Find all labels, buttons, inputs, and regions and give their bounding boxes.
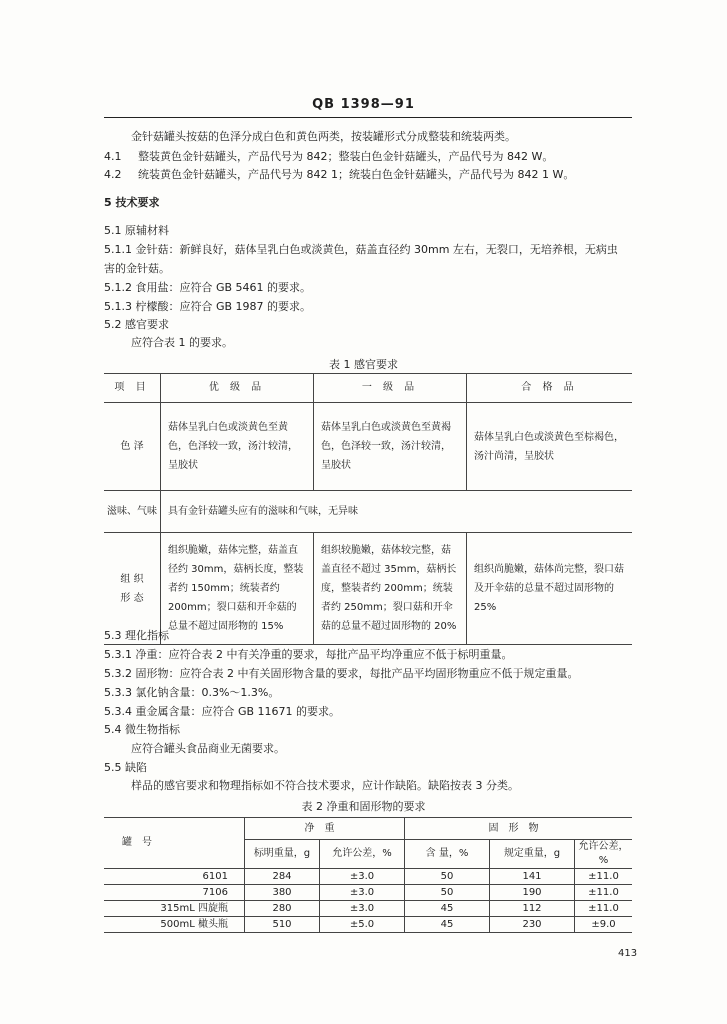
clause-5-3-4: 5.3.4 重金属含量：应符合 GB 11671 的要求。 — [104, 705, 341, 718]
table1-header-first: 一 级 品 — [314, 374, 467, 403]
clause-5-3-3: 5.3.3 氯化钠含量：0.3%～1.3%。 — [104, 686, 280, 699]
table1-row-texture — [104, 533, 632, 645]
table1-cell: 菇体呈乳白色或淡黄色至黄褐色，色泽较一致，汤汁较清，呈胶状 — [314, 403, 467, 491]
table2-cell: 112 — [490, 901, 575, 917]
clause-5-4-text: 应符合罐头食品商业无菌要求。 — [131, 742, 285, 755]
table1-label-texture: 组 织 形 态 — [104, 533, 161, 645]
table1-cell: 菇体呈乳白色或淡黄色至棕褐色，汤汁尚清，呈胶状 — [467, 403, 633, 491]
table2-subheader: 含 量，% — [405, 840, 490, 869]
table1-header-row — [104, 374, 632, 403]
table1-row-color — [104, 403, 632, 491]
table2-cell: 45 — [405, 901, 490, 917]
table-row — [104, 885, 632, 901]
section-5-heading: 5 技术要求 — [104, 196, 160, 209]
clause-5-1-1-line1: 5.1.1 金针菇：新鲜良好，菇体呈乳白色或淡黄色，菇盖直径约 30mm 左右，无裂口，无培养根，无病虫 — [104, 243, 618, 256]
table2-cell: 50 — [405, 885, 490, 901]
table2-cell: ±5.0 — [320, 917, 405, 933]
table2-cell: ±3.0 — [320, 869, 405, 885]
table1-cell-span: 具有金针菇罐头应有的滋味和气味，无异味 — [161, 491, 633, 533]
clause-5-3-2: 5.3.2 固形物：应符合表 2 中有关固形物含量的要求，每批产品平均固形物重应不低于规定重量。 — [104, 667, 579, 680]
intro-text: 金针菇罐头按菇的色泽分成白色和黄色两类，按装罐形式分成整装和统装两类。 — [131, 130, 516, 143]
table2-cell: ±11.0 — [575, 869, 633, 885]
table1-header-superior: 优 级 品 — [161, 374, 314, 403]
standard-code: QB 1398—91 — [312, 97, 415, 112]
table2-cell: 230 — [490, 917, 575, 933]
section-5-1-heading: 5.1 原辅材料 — [104, 224, 169, 237]
table2-subheader: 允许公差，% — [320, 840, 405, 869]
table1-cell: 组织尚脆嫩，菇体尚完整，裂口菇及开伞菇的总量不超过固形物的 25% — [467, 533, 633, 645]
table2-header-code: 罐号 — [104, 818, 245, 869]
table2-cell: 50 — [405, 869, 490, 885]
table2-cell: 380 — [245, 885, 320, 901]
table1-header-qualified: 合 格 品 — [467, 374, 633, 403]
table2-cell: 280 — [245, 901, 320, 917]
clause-5-1-2: 5.1.2 食用盐：应符合 GB 5461 的要求。 — [104, 281, 312, 294]
table-row — [104, 869, 632, 885]
net-weight-table — [104, 817, 632, 933]
table-row — [104, 901, 632, 917]
table2-cell: ±9.0 — [575, 917, 633, 933]
clause-5-5-text: 样品的感官要求和物理指标如不符合技术要求，应计作缺陷。缺陷按表 3 分类。 — [131, 779, 519, 792]
table2-subheader: 规定重量，g — [490, 840, 575, 869]
table2-cell-code: 315mL 四旋瓶 — [104, 901, 245, 917]
table1-caption: 表 1 感官要求 — [329, 358, 398, 371]
table2-subheader: 标明重量，g — [245, 840, 320, 869]
section-5-2-heading: 5.2 感官要求 — [104, 318, 169, 331]
table-row — [104, 917, 632, 933]
table1-cell: 组织较脆嫩，菇体较完整，菇盖直径不超过 35mm，菇柄长度，整装者约 200mm；统装者约 250mm；裂口菇和开伞菇的总量不超过固形物的 20% — [314, 533, 467, 645]
page-number: 413 — [618, 948, 638, 959]
clause-4-1-number: 4.1 — [104, 150, 122, 163]
table2-cell: 284 — [245, 869, 320, 885]
table2-cell-code: 7106 — [104, 885, 245, 901]
table1-header-item: 项 目 — [104, 374, 161, 403]
table2-cell: 510 — [245, 917, 320, 933]
clause-5-2-text: 应符合表 1 的要求。 — [131, 336, 233, 349]
table2-caption: 表 2 净重和固形物的要求 — [301, 800, 426, 813]
clause-5-3-1: 5.3.1 净重：应符合表 2 中有关净重的要求，每批产品平均净重应不低于标明重量。 — [104, 648, 513, 661]
table2-cell: ±11.0 — [575, 901, 633, 917]
table2-cell-code: 6101 — [104, 869, 245, 885]
table2-cell: ±3.0 — [320, 885, 405, 901]
table2-cell: 141 — [490, 869, 575, 885]
header-rule — [104, 117, 632, 118]
table2-header-net: 净重 — [245, 818, 405, 840]
clause-4-2-text: 统装黄色金针菇罐头，产品代号为 842 1；统装白色金针菇罐头，产品代号为 842 1 W。 — [138, 168, 575, 181]
clause-5-1-1-line2: 害的金针菇。 — [104, 262, 170, 275]
table1-cell: 组织脆嫩，菇体完整，菇盖直径约 30mm，菇柄长度，整装者约 150mm；统装者约 200mm；裂口菇和开伞菇的总量不超过固形物的 15% — [161, 533, 314, 645]
sensory-requirements-table — [104, 373, 632, 645]
table1-label-color: 色 泽 — [104, 403, 161, 491]
table2-cell: ±3.0 — [320, 901, 405, 917]
section-5-4-heading: 5.4 微生物指标 — [104, 723, 180, 736]
clause-4-1-text: 整装黄色金针菇罐头，产品代号为 842；整装白色金针菇罐头，产品代号为 842 W。 — [138, 150, 554, 163]
section-5-3-heading: 5.3 理化指标 — [104, 629, 169, 642]
clause-4-2-number: 4.2 — [104, 168, 122, 181]
table2-header-solid: 固形物 — [405, 818, 633, 840]
table2-group-row — [104, 818, 632, 840]
table1-cell: 菇体呈乳白色或淡黄色至黄色，色泽较一致，汤汁较清，呈胶状 — [161, 403, 314, 491]
clause-5-1-3: 5.1.3 柠檬酸：应符合 GB 1987 的要求。 — [104, 300, 312, 313]
section-5-5-heading: 5.5 缺陷 — [104, 761, 147, 774]
table2-subheader: 允许公差，% — [575, 840, 633, 869]
table2-cell-code: 500mL 橄头瓶 — [104, 917, 245, 933]
table2-cell: 45 — [405, 917, 490, 933]
table1-row-taste — [104, 491, 632, 533]
table2-cell: 190 — [490, 885, 575, 901]
table1-label-taste: 滋味、气味 — [104, 491, 161, 533]
table2-cell: ±11.0 — [575, 885, 633, 901]
